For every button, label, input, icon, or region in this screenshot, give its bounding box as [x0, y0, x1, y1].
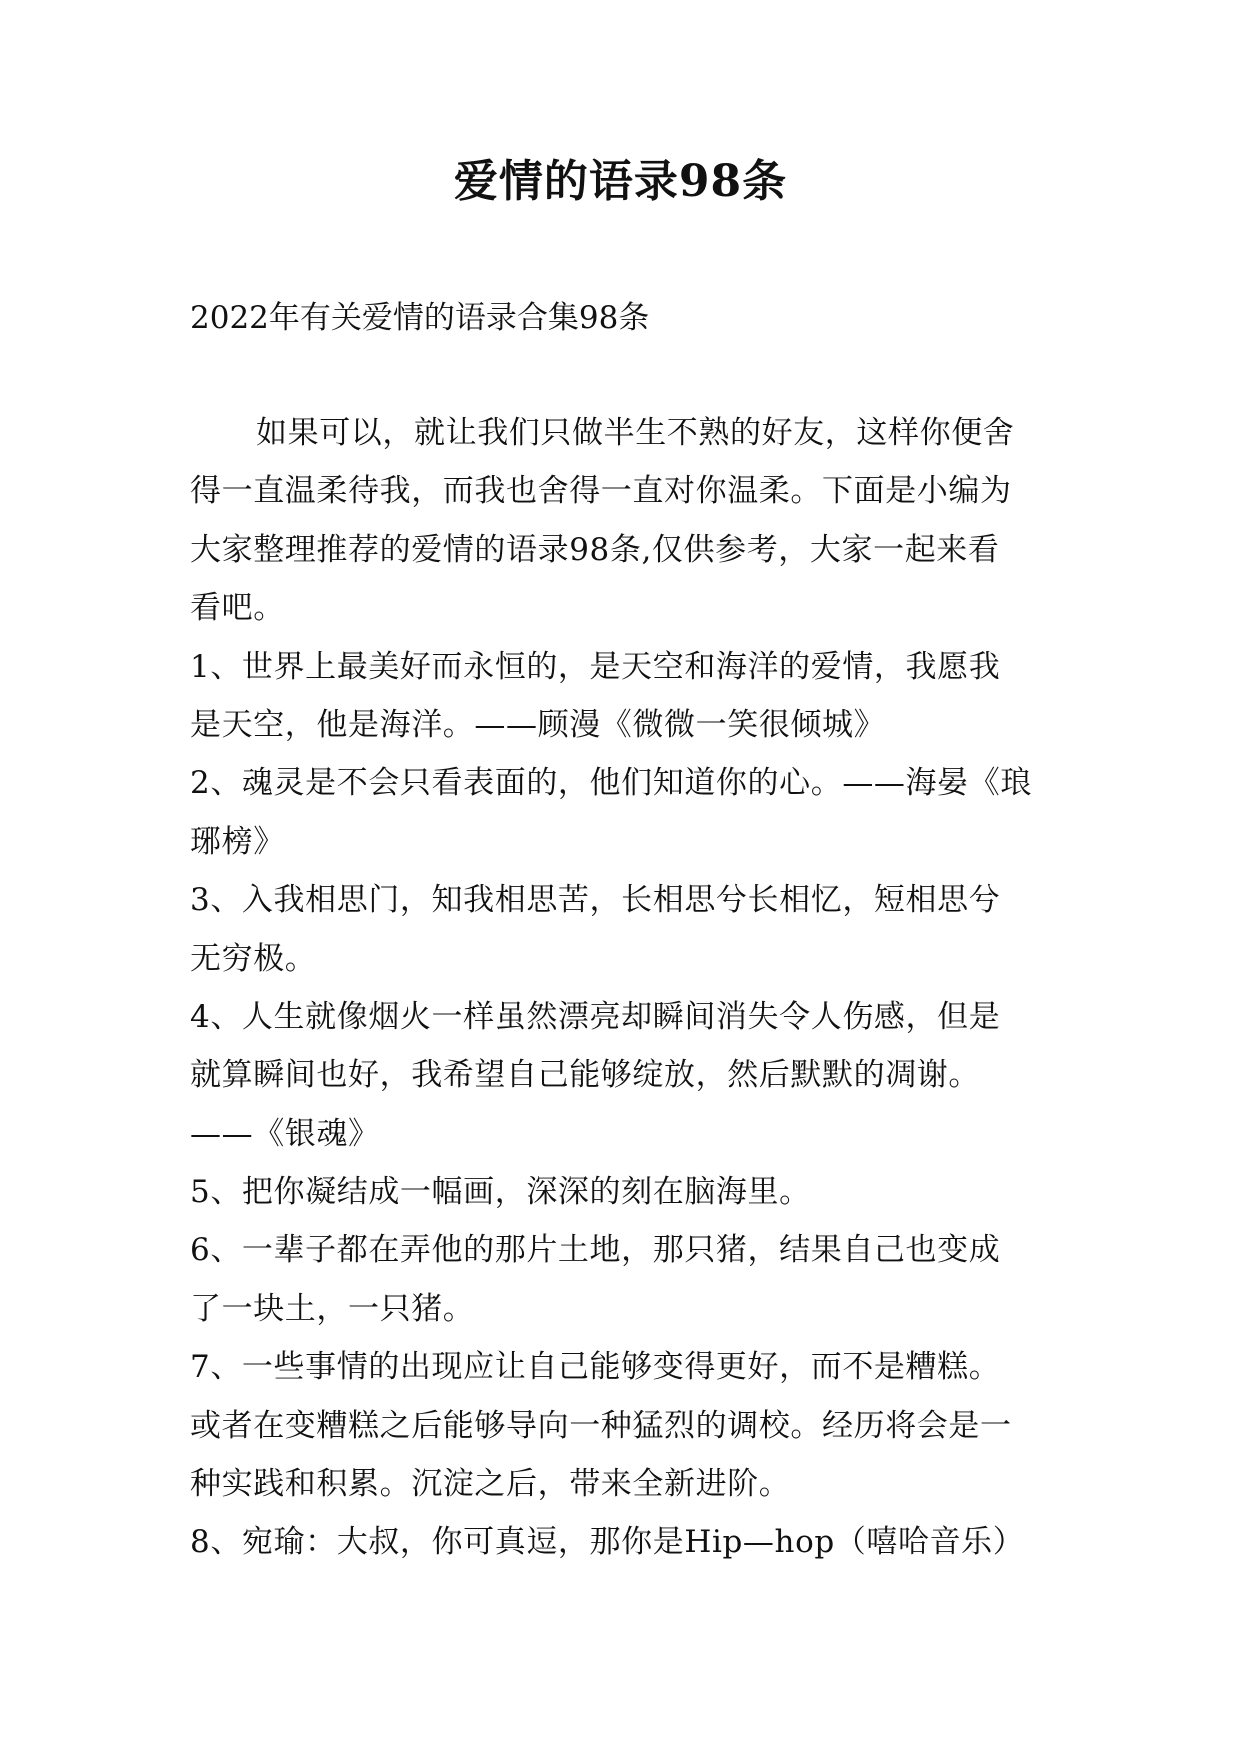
- body-line: 如果可以，就让我们只做半生不熟的好友，这样你便舍: [256, 415, 1015, 451]
- document-title: 爱情的语录98条: [453, 156, 788, 207]
- quote-line: 6、一辈子都在弄他的那片土地，那只猪，结果自己也变成: [190, 1232, 1001, 1269]
- body-line: 看吧。: [190, 590, 285, 627]
- quote-line: 种实践和积累。沉淀之后，带来全新进阶。: [190, 1466, 791, 1503]
- quote-line: 7、一些事情的出现应让自己能够变得更好，而不是糟糕。: [190, 1349, 1001, 1386]
- quote-line: 3、入我相思门，知我相思苦，长相思兮长相忆，短相思兮: [190, 882, 1001, 919]
- document-body: [190, 404, 1050, 1572]
- quote-line: 4、人生就像烟火一样虽然漂亮却瞬间消失令人伤感，但是: [190, 998, 1001, 1035]
- body-line: 得一直温柔待我，而我也舍得一直对你温柔。下面是小编为: [190, 473, 1012, 510]
- quote-line: 2、魂灵是不会只看表面的，他们知道你的心。——海晏《琅: [190, 765, 1032, 802]
- quote-line: 1、世界上最美好而永恒的，是天空和海洋的爱情，我愿我: [190, 648, 1001, 685]
- quote-line: ——《银魂》: [190, 1115, 380, 1152]
- document-subtitle: 2022年有关爱情的语录合集98条: [190, 300, 650, 336]
- quote-line: 就算瞬间也好，我希望自己能够绽放，然后默默的凋谢。: [190, 1057, 980, 1094]
- quote-line: 5、把你凝结成一幅画，深深的刻在脑海里。: [190, 1174, 811, 1211]
- quote-line: 是天空，他是海洋。——顾漫《微微一笑很倾城》: [190, 706, 886, 743]
- quote-line: 琊榜》: [190, 823, 285, 860]
- quote-line: 8、宛瑜：大叔，你可真逗，那你是Hip—hop（嘻哈音乐）: [190, 1524, 1025, 1561]
- quote-line: 无穷极。: [190, 940, 317, 977]
- quote-line: 或者在变糟糕之后能够导向一种猛烈的调校。经历将会是一: [190, 1407, 1012, 1444]
- quote-line: 了一块土，一只猪。: [190, 1290, 475, 1327]
- body-line: 大家整理推荐的爱情的语录98条,仅供参考，大家一起来看: [190, 531, 1000, 568]
